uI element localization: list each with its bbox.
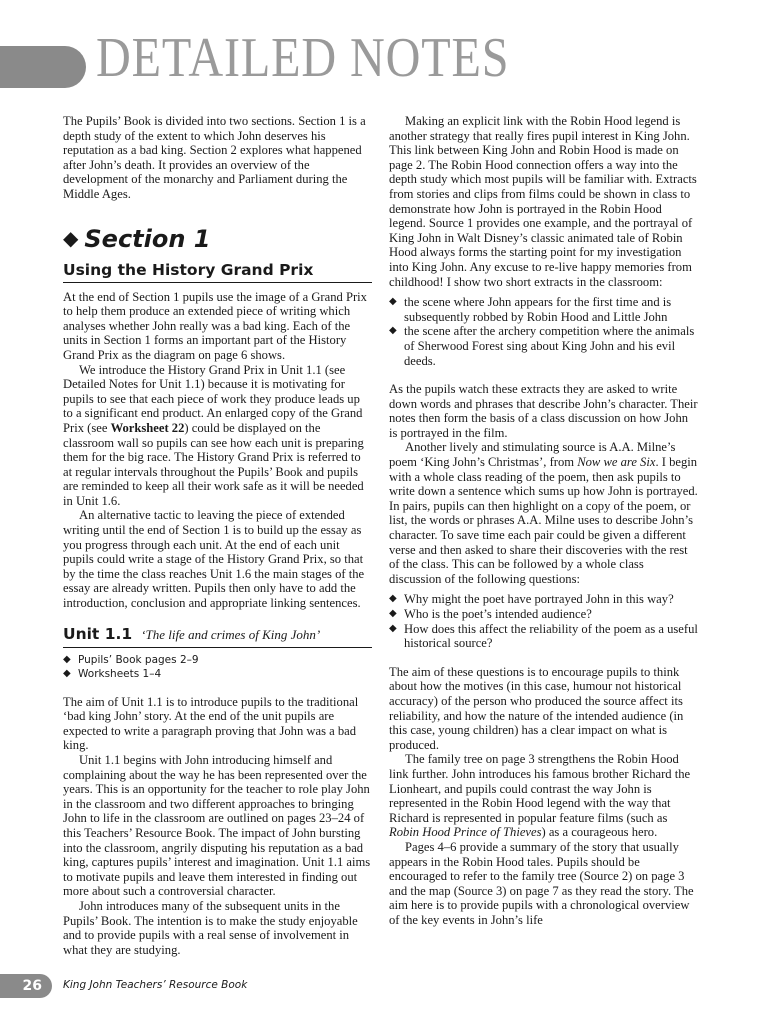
intro-paragraph: The Pupils’ Book is divided into two sections. Section 1 is a depth study of the extent to which John deserves his reputation as a bad king. Section 2 explores what happened after John’s death. It provides an overview of the development of the monarchy and Parliament during the Middle Ages. <box>63 114 366 201</box>
film-scenes-list <box>389 295 698 368</box>
poem-paragraph: Another lively and stimulating source is A.A. Milne’s poem ‘King John’s Christmas’, from Now we are Six. I begin with a whole class reading of the poem, then ask pupils to write down a sentence which sums up how John is portrayed. In pairs, pupils can then highlight on a copy of the poem, or list, the words or phrases A.A. Milne uses to describe John’s character. To save time each pair could be given a different verse and then asked to share their discoveries with the rest of the class. This can be followed by a whole class discussion of the following questions: <box>389 440 698 586</box>
list-item: ◆ the scene where John appears for the first time and is subsequently robbed by Robin Hood and Little John <box>389 295 672 324</box>
unit-number: Unit 1.1 <box>63 624 133 643</box>
diamond-icon: ◆ <box>63 667 71 679</box>
diamond-icon: ◆ <box>63 653 71 665</box>
poem-book-title: Now we are Six <box>577 455 656 470</box>
subheading-grand-prix: Using the History Grand Prix <box>63 261 372 283</box>
grand-prix-paragraph-3: An alternative tactic to leaving the piece of extended writing until the end of Section 1 is to build up the essay as you progress through each unit. At the end of each unit pupils could write a stage of the History Grand Prix, so that by the time the class reaches Unit 1.6 the main stages of the essay are already written. Pupils then only have to add the introduction, conclusion and appropriate linking sentences. <box>63 508 365 611</box>
list-item: ◆ How does this affect the reliability of the poem as a useful historical source? <box>389 621 698 651</box>
unit-references-list <box>63 653 372 681</box>
page-number: 26 <box>0 974 52 998</box>
section-heading-label: Section 1 <box>84 224 211 253</box>
aim-paragraph: The aim of these questions is to encourage pupils to think about how the motives (in this case, humour not historical accuracy) of the person who produced the source affect its reliability, and how the nature of the intended audience (in this case, young children) has a clear impact on what is produced. <box>389 664 684 752</box>
robin-hood-paragraph: Making an explicit link with the Robin Hood legend is another strategy that really fires pupil interest in King John. This link between King John and Robin Hood is made on page 2. The Robin Hood connection offers a way into the depth study which most pupils will be familiar with. Extracts from stories and clips from films could be shown in class to demonstrate how John is portrayed in the Robin Hood legend. Source 1 provides one example, and the portrayal of King John in Walt Disney’s classic animated tale of Robin Hood always forms the starting point for my investigation into King John. Any excuse to re-live happy memories from childhood! I show two short extracts in the classroom: <box>389 114 697 289</box>
family-tree-paragraph: The family tree on page 3 strengthens the Robin Hood link further. John introduces his famous brother Richard the Lionheart, and pupils could contrast the way John is represented in the Robin Hood legend with the way that Richard is represented in popular feature films (such as Robin Hood Prince of Thieves) as a courageous hero. <box>389 752 691 840</box>
grand-prix-paragraph-1: At the end of Section 1 pupils use the image of a Grand Prix to help them produce an extended piece of writing which analyses whether John really was a bad king. Each of the units in Section 1 forms an important part of the History Grand Prix as the diagram on page 6 shows. <box>63 289 367 362</box>
header-tab-bar <box>0 46 86 88</box>
film-title: Robin Hood Prince of Thieves <box>389 825 542 840</box>
diamond-icon: ◆ <box>389 593 397 605</box>
left-column <box>63 114 372 957</box>
right-column <box>389 114 698 927</box>
unit-paragraph-3: John introduces many of the subsequent units in the Pupils’ Book. The intention is to make the study enjoyable and to provide pupils with a real sense of involvement in what they are studying. <box>63 898 358 957</box>
diamond-icon: ◆ <box>389 325 397 337</box>
diamond-icon: ◆ <box>389 608 397 619</box>
list-item: ◆ the scene after the archery competition where the animals of Sherwood Forest sing about King John and his evil deeds. <box>389 324 695 368</box>
summary-paragraph: Pages 4–6 provide a summary of the story that usually appears in the Robin Hood tales. Pupils should be encouraged to refer to the family tree (Source 2) on page 3 and the map (Source 3) on page 7 as they read the story. The aim here is to provide pupils with a chronological overview of the key events in John’s life <box>389 839 694 927</box>
questions-list <box>389 592 698 650</box>
diamond-icon: ◆ <box>389 296 397 308</box>
list-item: ◆ Worksheets 1–4 <box>63 667 162 680</box>
diamond-icon: ◆ <box>63 225 79 250</box>
unit-paragraph-1: The aim of Unit 1.1 is to introduce pupils to the traditional ‘bad king John’ story. At the end of the unit pupils are expected to write a paragraph proving that John was a bad king. <box>63 694 359 753</box>
grand-prix-paragraph-2: We introduce the History Grand Prix in Unit 1.1 (see Detailed Notes for Unit 1.1) because it is motivating for pupils to see that each piece of work they produce leads up to a significant end product. An enlarged copy of the Grand Prix (see Worksheet 22) could be displayed on the classroom wall so pupils can see how each unit is preparing them for the big race. The History Grand Prix is referred to at regular intervals throughout the Pupils’ Book and pupils are reminded to keep all their work safe as it will be needed in Unit 1.6. <box>63 362 364 508</box>
unit-paragraph-2: Unit 1.1 begins with John introducing himself and complaining about the way he has been represented over the years. This is an opportunity for the teacher to role play John in the classroom and two different approaches to bringing John to life in the classroom are outlined on pages 23–24 of this Teachers’ Resource Book. The impact of John bursting into the classroom, angrily disputing his reputation as a bad king, captures pupils’ interest and imagination. Unit 1.1 aims to motivate pupils and leave them interested in finding out more about such a controversial character. <box>63 753 371 899</box>
page-title: DETAILED NOTES <box>96 27 510 89</box>
list-item: ◆ Who is the poet’s intended audience? <box>389 607 592 621</box>
list-item: ◆ Pupils’ Book pages 2–9 <box>63 653 199 666</box>
diamond-icon: ◆ <box>389 622 397 634</box>
unit-heading <box>63 625 372 648</box>
list-item: ◆ Why might the poet have portrayed John in this way? <box>389 592 674 607</box>
footer-book-title: King John Teachers’ Resource Book <box>63 979 248 991</box>
section-heading <box>63 224 372 253</box>
extracts-paragraph: As the pupils watch these extracts they are asked to write down words and phrases that describe John’s character. Their notes then form the basis of a class discussion on how John is portrayed in the film. <box>389 382 698 440</box>
worksheet-reference: Worksheet 22 <box>110 420 185 435</box>
unit-title: ‘The life and crimes of King John’ <box>141 626 321 642</box>
